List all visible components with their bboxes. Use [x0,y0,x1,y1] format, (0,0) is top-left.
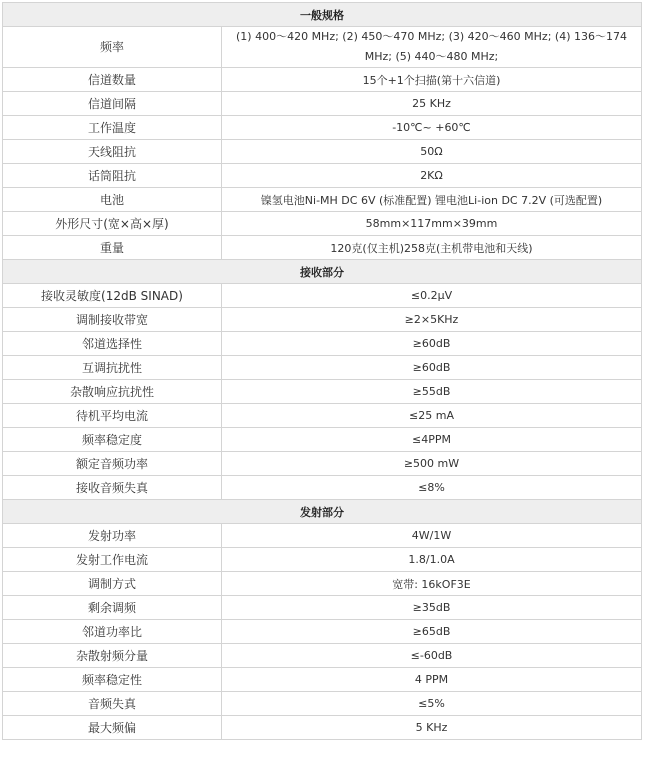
spec-value: ≥35dB [222,596,642,620]
spec-row [3,356,642,380]
spec-label: 调制接收带宽 [3,308,222,332]
spec-row [3,692,642,716]
spec-value: 2KΩ [222,164,642,188]
section-title: 发射部分 [3,500,642,524]
spec-value: ≤25 mA [222,404,642,428]
section-header [3,500,642,524]
spec-label: 剩余调频 [3,596,222,620]
spec-table-body [3,3,642,740]
spec-row [3,284,642,308]
spec-row [3,236,642,260]
spec-value: ≥60dB [222,356,642,380]
spec-value: 4 PPM [222,668,642,692]
spec-value: ≤8% [222,476,642,500]
spec-row [3,27,642,68]
spec-row [3,308,642,332]
spec-row [3,212,642,236]
spec-row [3,92,642,116]
spec-label: 频率稳定度 [3,428,222,452]
spec-row [3,452,642,476]
section-header [3,3,642,27]
spec-row [3,428,642,452]
spec-row [3,68,642,92]
spec-label: 工作温度 [3,116,222,140]
spec-value: ≤0.2μV [222,284,642,308]
spec-label: 接收灵敏度(12dB SINAD) [3,284,222,308]
spec-label: 发射功率 [3,524,222,548]
spec-row [3,164,642,188]
spec-value: 25 KHz [222,92,642,116]
section-title: 一般规格 [3,3,642,27]
spec-value: ≤-60dB [222,644,642,668]
spec-row [3,620,642,644]
spec-value: 镍氢电池Ni-MH DC 6V (标准配置) 锂电池Li-ion DC 7.2V (可选配置) [222,188,642,212]
spec-value: ≤4PPM [222,428,642,452]
spec-value: 5 KHz [222,716,642,740]
spec-row [3,380,642,404]
spec-value: (1) 400～420 MHz; (2) 450～470 MHz; (3) 420～460 MHz; (4) 136～174 MHz; (5) 440～480 MHz; [222,27,642,68]
spec-label: 电池 [3,188,222,212]
spec-value: 15个+1个扫描(第十六信道) [222,68,642,92]
spec-label: 邻道选择性 [3,332,222,356]
spec-value: ≥60dB [222,332,642,356]
spec-label: 调制方式 [3,572,222,596]
spec-label: 重量 [3,236,222,260]
spec-label: 额定音频功率 [3,452,222,476]
spec-value: ≤5% [222,692,642,716]
spec-label: 频率稳定性 [3,668,222,692]
spec-label: 信道数量 [3,68,222,92]
spec-label: 杂散射频分量 [3,644,222,668]
spec-value: ≥2×5KHz [222,308,642,332]
spec-value: 50Ω [222,140,642,164]
spec-table [2,2,642,740]
spec-label: 频率 [3,27,222,68]
spec-value: 宽带: 16kOF3E [222,572,642,596]
spec-row [3,140,642,164]
spec-value: ≥55dB [222,380,642,404]
spec-row [3,668,642,692]
spec-label: 音频失真 [3,692,222,716]
spec-row [3,524,642,548]
spec-row [3,596,642,620]
spec-value: ≥500 mW [222,452,642,476]
spec-label: 外形尺寸(宽×高×厚) [3,212,222,236]
spec-label: 信道间隔 [3,92,222,116]
spec-value: 4W/1W [222,524,642,548]
spec-value: ≥65dB [222,620,642,644]
spec-value: 120克(仅主机)258克(主机带电池和天线) [222,236,642,260]
spec-label: 杂散响应抗扰性 [3,380,222,404]
spec-value: 1.8/1.0A [222,548,642,572]
section-header [3,260,642,284]
spec-row [3,116,642,140]
spec-row [3,716,642,740]
spec-row [3,548,642,572]
spec-value: 58mm×117mm×39mm [222,212,642,236]
spec-label: 邻道功率比 [3,620,222,644]
spec-label: 接收音频失真 [3,476,222,500]
spec-label: 最大频偏 [3,716,222,740]
spec-row [3,188,642,212]
spec-label: 互调抗扰性 [3,356,222,380]
spec-label: 发射工作电流 [3,548,222,572]
spec-row [3,644,642,668]
spec-row [3,476,642,500]
section-title: 接收部分 [3,260,642,284]
spec-label: 天线阻抗 [3,140,222,164]
spec-row [3,404,642,428]
spec-row [3,572,642,596]
spec-value: -10℃~ +60℃ [222,116,642,140]
spec-label: 待机平均电流 [3,404,222,428]
spec-label: 话筒阻抗 [3,164,222,188]
spec-row [3,332,642,356]
